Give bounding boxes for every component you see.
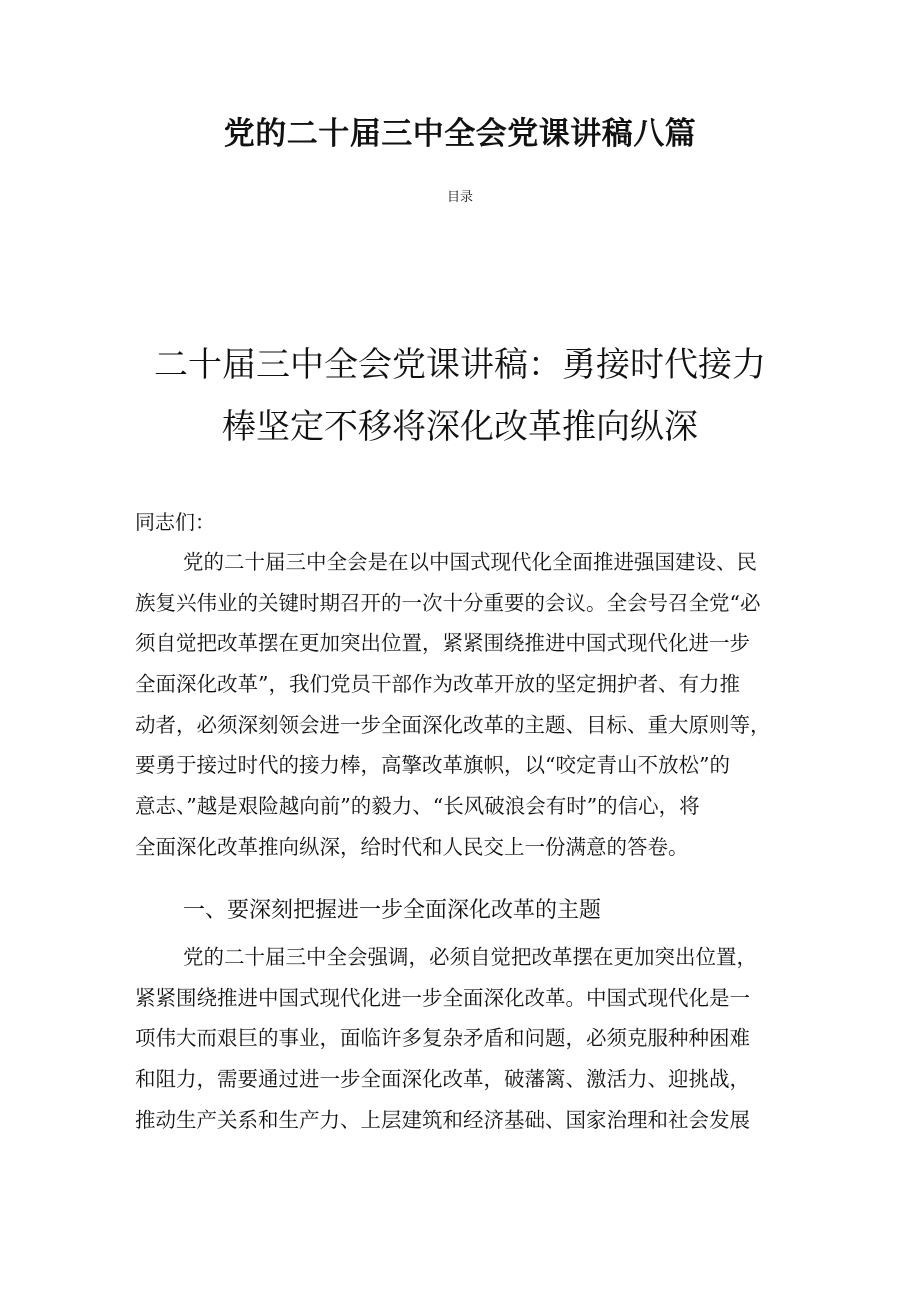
paragraph-line: 和阻力，需要通过进一步全面深化改革，破藩篱、激活力、迎挑战， (135, 1067, 750, 1092)
paragraph-line: 全面深化改革”，我们党员干部作为改革开放的坚定拥护者、有力推 (135, 672, 740, 697)
paragraph-line: 须自觉把改革摆在更加突出位置，紧紧围绕推进中国式现代化进一步 (135, 631, 750, 656)
table-of-contents-label: 目录 (446, 190, 473, 205)
paragraph-line: 党的二十届三中全会是在以中国式现代化全面推进强国建设、民 (183, 550, 757, 574)
paragraph-line: 全面深化改革推向纵深，给时代和人民交上一份满意的答卷。 (135, 834, 689, 859)
body-paragraph-2 (135, 937, 795, 1140)
paragraph-line: 项伟大而艰巨的事业，面临许多复杂矛盾和问题，必须克服种种困难 (135, 1026, 750, 1051)
article-title-line: 二十届三中全会党课讲稿：勇接时代接力 (154, 345, 766, 385)
paragraph-line: 推动生产关系和生产力、上层建筑和经济基础、国家治理和社会发展 (135, 1107, 750, 1132)
paragraph-line: 紧紧围绕推进中国式现代化进一步全面深化改革。中国式现代化是一 (135, 985, 750, 1010)
paragraph-line: 要勇于接过时代的接力棒，高擎改革旗帜，以“咬定青山不放松”的 (135, 753, 730, 778)
article-title-line: 棒坚定不移将深化改革推向纵深 (222, 407, 698, 447)
salutation: 同志们： (135, 510, 215, 534)
paragraph-line: 族复兴伟业的关键时期召开的一次十分重要的会议。全会号召全党“必 (135, 590, 761, 615)
article-title (130, 334, 790, 458)
document-title: 党的二十届三中全会党课讲稿八篇 (223, 116, 697, 152)
paragraph-line: 意志、”越是艰险越向前”的毅力、“长风破浪会有时”的信心，将 (135, 794, 700, 819)
body-paragraph-1 (135, 542, 795, 868)
section-heading: 一、要深刻把握进一步全面深化改革的主题 (183, 898, 602, 923)
paragraph-line: 动者，必须深刻领会进一步全面深化改革的主题、目标、重大原则等， (135, 712, 771, 737)
paragraph-line: 党的二十届三中全会强调，必须自觉把改革摆在更加突出位置， (183, 945, 757, 969)
